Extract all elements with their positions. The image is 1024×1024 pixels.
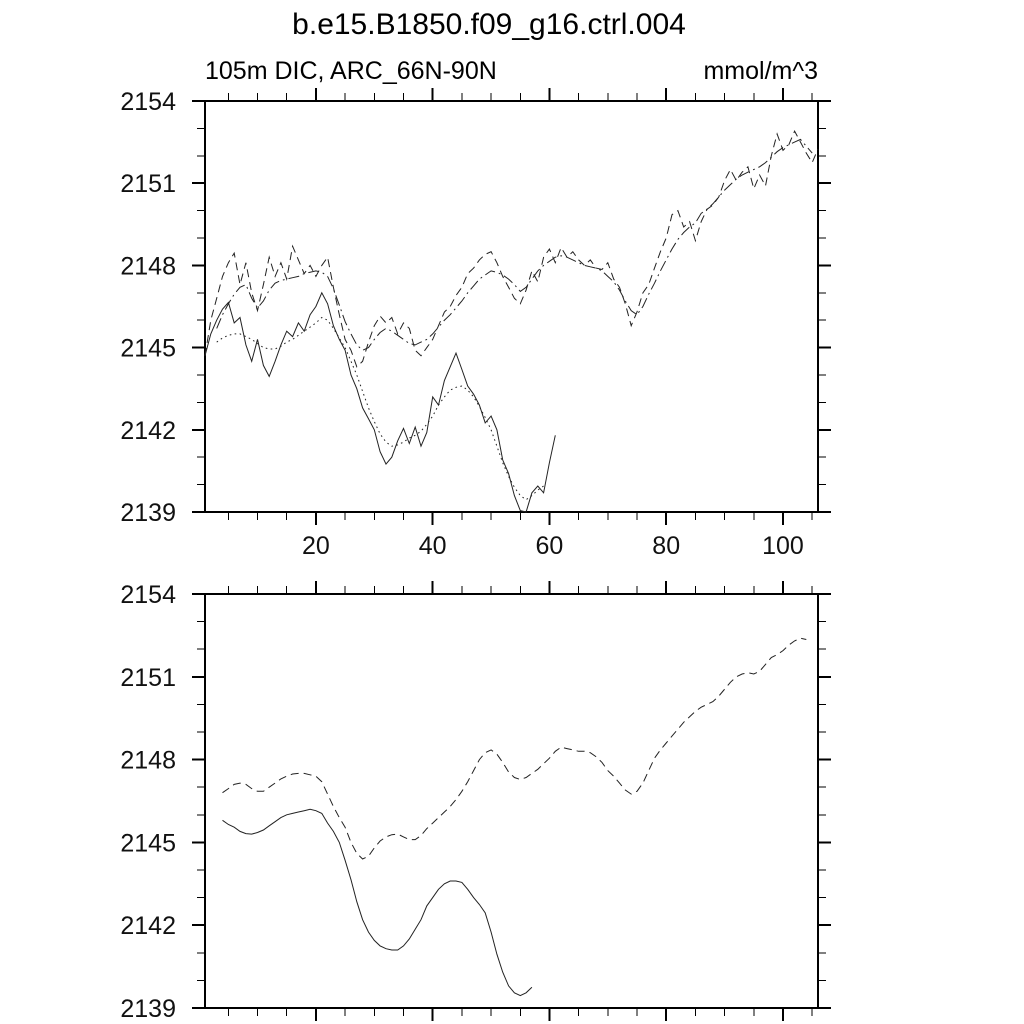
x-tick-label: 40: [418, 532, 447, 560]
y-tick-label: 2139: [120, 995, 176, 1023]
page-title: b.e15.B1850.f09_g16.ctrl.004: [292, 8, 686, 41]
y-tick-label: 2139: [120, 499, 176, 527]
run2-smoothed-lower-line: [223, 638, 807, 859]
y-tick-label: 2151: [120, 663, 176, 692]
variable-region-label: 105m DIC, ARC_66N-90N: [205, 57, 497, 85]
x-tick-label: 20: [302, 532, 330, 560]
y-tick-label: 2154: [120, 581, 176, 609]
y-tick-label: 2142: [120, 912, 176, 941]
x-tick-label: 100: [762, 532, 804, 560]
y-tick-label: 2154: [120, 88, 176, 116]
x-tick-label: 60: [535, 532, 564, 560]
y-tick-label: 2145: [120, 829, 176, 858]
y-tick-label: 2148: [120, 746, 176, 775]
run1-annual-line: [205, 293, 555, 512]
y-tick-label: 2151: [120, 170, 176, 199]
y-tick-label: 2148: [120, 252, 176, 281]
panel-frame: [205, 594, 818, 1008]
run2-smoothed-line: [217, 139, 813, 350]
run1-smoothed-line: [217, 318, 544, 500]
y-tick-label: 2142: [120, 416, 176, 445]
x-tick-label: 80: [652, 532, 681, 560]
run2-annual-line: [205, 131, 818, 367]
y-tick-label: 2145: [120, 334, 176, 363]
run1-smoothed-lower-line: [223, 809, 532, 995]
units-label: mmol/m^3: [703, 57, 818, 85]
panel-frame: [205, 101, 818, 512]
